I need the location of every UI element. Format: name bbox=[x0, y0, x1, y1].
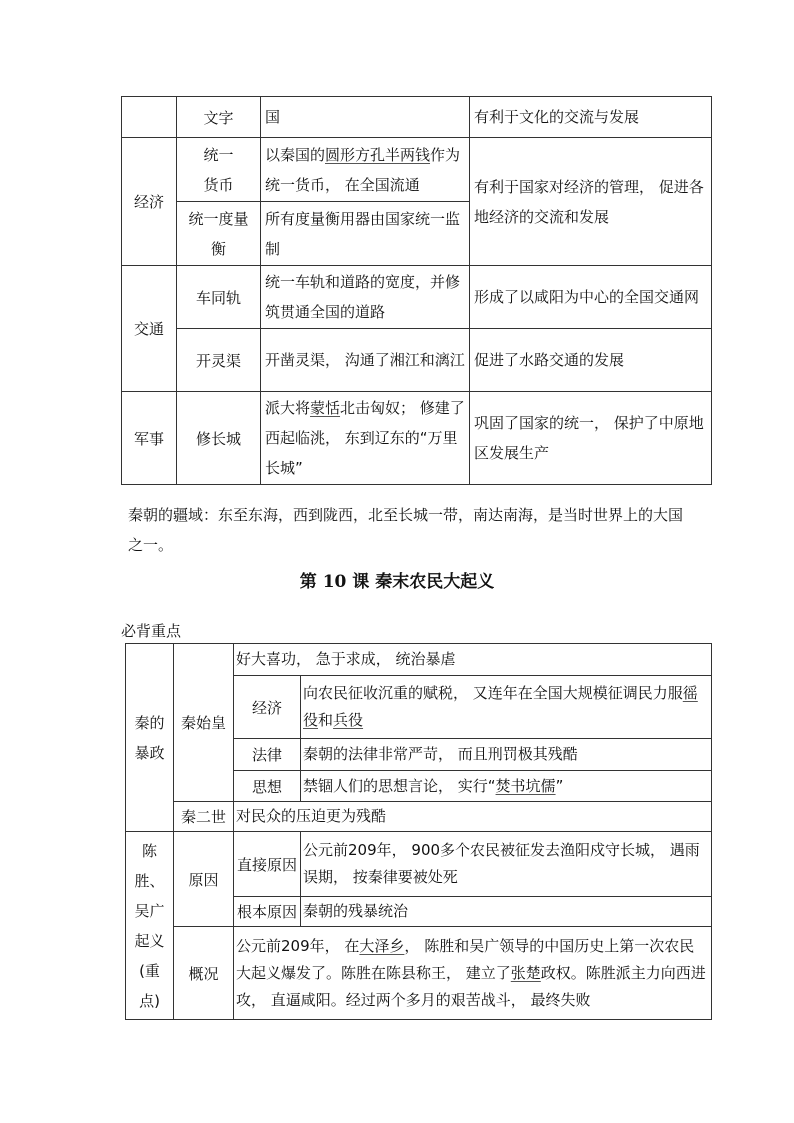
category-cell: 军事 bbox=[122, 392, 177, 485]
underlined-term: 大泽乡 bbox=[359, 936, 405, 955]
item-cell: 文字 bbox=[177, 97, 261, 138]
item-line: 衡 bbox=[210, 239, 226, 258]
table-row bbox=[126, 802, 712, 832]
content-cell: 公元前209年， 900多个农民被征发去渔阳戍守长城， 遇雨误期， 按秦律要被处死 bbox=[301, 832, 712, 897]
underlined-term: 兵役 bbox=[333, 711, 364, 729]
subject-cell: 秦二世 bbox=[174, 802, 234, 832]
effect-cell: 促进了水路交通的发展 bbox=[470, 329, 712, 392]
content-text: 和 bbox=[318, 711, 334, 729]
table-row bbox=[126, 927, 712, 1020]
item-cell: 开灵渠 bbox=[177, 329, 261, 392]
content-text: 政权。陈胜派主力向西进攻， 直逼咸阳。经过两个多月的艰苦战斗， 最终失败 bbox=[236, 963, 706, 1009]
aspect-cell: 法律 bbox=[234, 739, 301, 771]
subject-cell: 概况 bbox=[174, 927, 234, 1020]
category-cell bbox=[122, 97, 177, 138]
item-line: 统一度量 bbox=[188, 209, 249, 228]
content-text: ” bbox=[555, 776, 564, 795]
table-row bbox=[122, 97, 712, 138]
subject-cell: 秦始皇 bbox=[174, 644, 234, 802]
aspect-cell: 经济 bbox=[234, 676, 301, 739]
effect-cell: 巩固了国家的统一， 保护了中原地区发展生产 bbox=[470, 392, 712, 485]
aspect-cell: 根本原因 bbox=[234, 897, 301, 927]
content-text: 禁锢人们的思想言论， 实行“ bbox=[303, 776, 496, 795]
content-cell bbox=[301, 771, 712, 802]
category-cell: 经济 bbox=[122, 138, 177, 266]
underlined-term: 圆形方孔半两钱 bbox=[325, 145, 431, 164]
content-cell bbox=[261, 138, 470, 202]
category-line: 秦的 bbox=[134, 713, 165, 732]
content-cell: 国 bbox=[261, 97, 470, 138]
content-text: 派大将 bbox=[265, 399, 311, 417]
table-row bbox=[122, 266, 712, 329]
content-text: 以秦国的 bbox=[265, 145, 326, 164]
category-line: 点) bbox=[139, 991, 160, 1010]
category-line: 吴广 bbox=[134, 901, 165, 920]
content-text: ， 陈胜和吴广领导的中国历史上第一次农民大起义爆发了。陈胜在陈县称王， 建立了 bbox=[236, 936, 695, 982]
content-cell: 统一车轨和道路的宽度，并修筑贯通全国的道路 bbox=[261, 266, 470, 329]
effect-cell: 有利于国家对经济的管理， 促进各地经济的交流和发展 bbox=[470, 138, 712, 266]
section-label: 必背重点 bbox=[121, 622, 182, 640]
effect-cell: 有利于文化的交流与发展 bbox=[470, 97, 712, 138]
content-cell bbox=[261, 392, 470, 485]
category-cell: 交通 bbox=[122, 266, 177, 392]
category-line: 暴政 bbox=[134, 743, 165, 762]
table-row bbox=[126, 644, 712, 676]
aspect-cell: 思想 bbox=[234, 771, 301, 802]
content-cell bbox=[301, 676, 712, 739]
content-cell: 秦朝的残暴统治 bbox=[301, 897, 712, 927]
lesson-title: 第 10 课 秦末农民大起义 bbox=[299, 572, 495, 592]
aspect-cell: 直接原因 bbox=[234, 832, 301, 897]
content-cell: 对民众的压迫更为残酷 bbox=[234, 802, 712, 832]
item-cell bbox=[177, 138, 261, 202]
content-text: 向农民征收沉重的赋税， 又连年在全国大规模征调民力服 bbox=[303, 684, 683, 702]
territory-note: 秦朝的疆域：东至东海，西到陇西，北至长城一带，南达南海，是当时世界上的大国之一。 bbox=[128, 506, 684, 554]
item-cell: 修长城 bbox=[177, 392, 261, 485]
content-cell: 好大喜功， 急于求成， 统治暴虐 bbox=[234, 644, 712, 676]
item-line: 货币 bbox=[203, 175, 234, 194]
category-cell bbox=[126, 832, 174, 1020]
qin-measures-table bbox=[121, 96, 712, 485]
content-cell bbox=[234, 927, 712, 1020]
item-line: 统一 bbox=[203, 145, 234, 164]
table-row bbox=[126, 832, 712, 897]
underlined-term: 张楚 bbox=[510, 963, 541, 982]
content-cell: 所有度量衡用器由国家统一监制 bbox=[261, 202, 470, 266]
content-text: 公元前209年， 在 bbox=[236, 936, 360, 955]
subject-cell: 原因 bbox=[174, 832, 234, 927]
effect-cell: 形成了以咸阳为中心的全国交通网 bbox=[470, 266, 712, 329]
table-row bbox=[122, 392, 712, 485]
content-cell: 开凿灵渠， 沟通了湘江和漓江 bbox=[261, 329, 470, 392]
category-line: 陈胜、 bbox=[134, 841, 165, 890]
table-row bbox=[122, 138, 712, 202]
underlined-term: 蒙恬 bbox=[310, 399, 341, 417]
content-text: 北击匈奴； 修建了西起临洮， 东到辽东的“万里长城” bbox=[265, 399, 465, 477]
category-line: (重 bbox=[139, 961, 160, 980]
table-row bbox=[122, 329, 712, 392]
underlined-term: 徭役 bbox=[303, 684, 698, 729]
content-cell: 秦朝的法律非常严苛， 而且刑罚极其残酷 bbox=[301, 739, 712, 771]
item-cell bbox=[177, 202, 261, 266]
content-text: 作为统一货币， 在全国流通 bbox=[265, 145, 461, 194]
category-line: 起义 bbox=[134, 931, 165, 950]
key-points-table bbox=[125, 643, 712, 1020]
category-cell bbox=[126, 644, 174, 832]
underlined-term: 焚书坑儒 bbox=[495, 776, 556, 795]
item-cell: 车同轨 bbox=[177, 266, 261, 329]
